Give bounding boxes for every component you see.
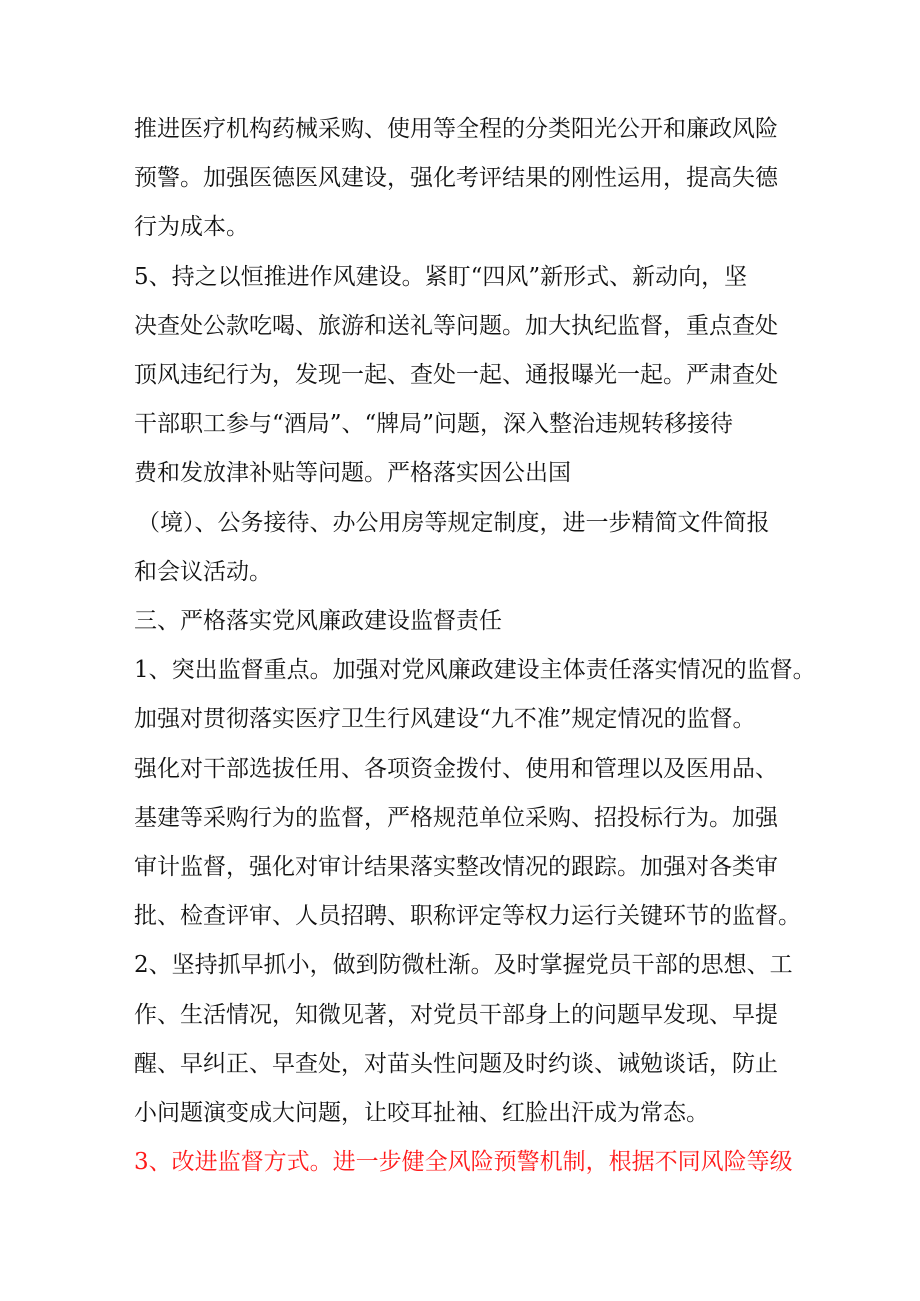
text-line: 推进医疗机构药械采购、使用等全程的分类阳光公开和廉政风险 bbox=[134, 116, 778, 142]
text-line: 基建等采购行为的监督，严格规范单位采购、招投标行为。加强 bbox=[134, 805, 778, 831]
text-line: 预警。加强医德医风建设，强化考评结果的刚性运用，提高失德 bbox=[134, 165, 778, 191]
text-line: 醒、早纠正、早查处，对苗头性问题及时约谈、诫勉谈话，防止 bbox=[134, 1051, 778, 1077]
text-line: 2、坚持抓早抓小，做到防微杜渐。及时掌握党员干部的思想、工 bbox=[134, 952, 793, 978]
text-line: 顶风违纪行为，发现一起、查处一起、通报曝光一起。严肃查处 bbox=[134, 362, 778, 388]
text-line: 批、检查评审、人员招聘、职称评定等权力运行关键环节的监督。 bbox=[134, 903, 801, 929]
text-line: 加强对贯彻落实医疗卫生行风建设“九不准”规定情况的监督。 bbox=[134, 706, 756, 732]
highlighted-text-line: 3、改进监督方式。进一步健全风险预警机制，根据不同风险等级 bbox=[134, 1149, 793, 1175]
text-line: 决查处公款吃喝、旅游和送礼等问题。加大执纪监督，重点查处 bbox=[134, 313, 778, 339]
text-line: 费和发放津补贴等问题。严格落实因公出国 bbox=[134, 460, 571, 486]
text-line: 5、持之以恒推进作风建设。紧盯“四风”新形式、新动向，坚 bbox=[134, 264, 748, 290]
text-line: 干部职工参与“酒局”、“牌局”问题，深入整治违规转移接待 bbox=[134, 411, 734, 437]
text-line: 审计监督，强化对审计结果落实整改情况的跟踪。加强对各类审 bbox=[134, 854, 778, 880]
text-line: 行为成本。 bbox=[134, 214, 249, 240]
text-line: 1、突出监督重点。加强对党风廉政建设主体责任落实情况的监督。 bbox=[134, 657, 816, 683]
text-line: 和会议活动。 bbox=[134, 559, 272, 585]
text-line: 强化对干部选拔任用、各项资金拨付、使用和管理以及医用品、 bbox=[134, 756, 778, 782]
text-line: （境）、公务接待、办公用房等规定制度，进一步精简文件简报 bbox=[137, 510, 770, 536]
section-heading: 三、严格落实党风廉政建设监督责任 bbox=[134, 608, 502, 634]
text-line: 作、生活情况，知微见著，对党员干部身上的问题早发现、早提 bbox=[134, 1002, 778, 1028]
text-line: 小问题演变成大问题，让咬耳扯袖、红脸出汗成为常态。 bbox=[134, 1100, 709, 1126]
